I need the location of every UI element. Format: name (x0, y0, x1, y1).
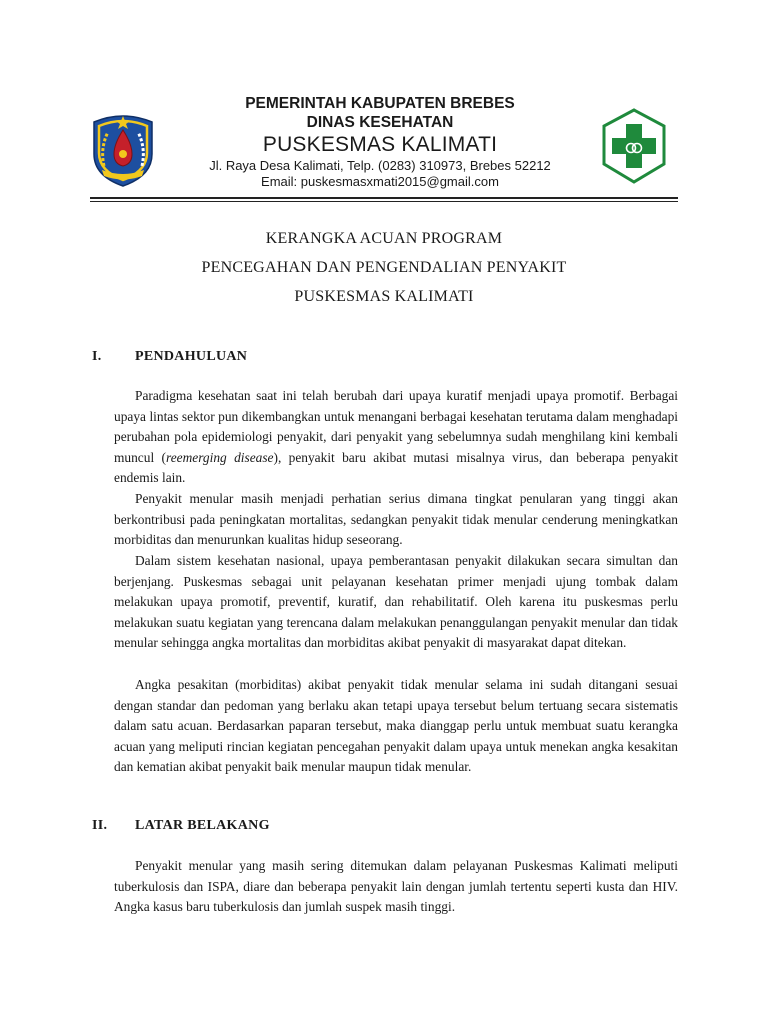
paragraph: Penyakit menular yang masih sering ditemukan dalam pelayanan Puskesmas Kalimati meliputi tuberkulosis dan ISPA, diare dan beberapa penyakit lain dengan jumlah tertentu seperti kusta dan HIV. Angka kasus baru tuberkulosis dan jumlah suspek masih tinggi. (114, 858, 678, 915)
section-heading-latar-belakang (92, 818, 270, 834)
document-title (90, 224, 678, 311)
puskesmas-name: PUSKESMAS KALIMATI (262, 133, 498, 156)
section-title: LATAR BELAKANG (135, 818, 270, 833)
letterhead-text (170, 94, 590, 190)
title-line-1: KERANGKA ACUAN PROGRAM (265, 230, 503, 247)
kabupaten-brebes-emblem-icon (90, 108, 156, 188)
address: Jl. Raya Desa Kalimati, Telp. (0283) 310973, Brebes 52212 (209, 158, 551, 173)
letterhead-rule-thick (90, 197, 678, 199)
paragraph: Angka pesakitan (morbiditas) akibat penyakit tidak menular selama ini sudah ditangani sesuai dengan standar dan pedoman yang berlaku akan tetapi upaya tersebut belum tertuang secara sistematis dalam satu acuan. Berdasarkan paparan tersebut, maka dianggap perlu untuk membuat suatu kerangka acuan yang meliputi rincian kegiatan pencegahan penyakit dalam upaya untuk menekan angka kesakitan dan kematian akibat penyakit baik menular maupun tidak menular. (114, 677, 678, 775)
section-heading-pendahuluan (92, 349, 247, 365)
italic-term: reemerging disease (165, 449, 274, 465)
paragraph: Penyakit menular masih menjadi perhatian serius dimana tingkat penularan yang tinggi akan berkontribusi pada peningkatan mortalitas, sedangkan penyakit tidak menular cenderung meningkatkan morbiditas dan menurunkan kualitas hidup seseorang. (114, 491, 678, 548)
section-number: I. (92, 349, 102, 364)
email: Email: puskesmasxmati2015@gmail.com (261, 174, 499, 189)
paragraph: Dalam sistem kesehatan nasional, upaya pemberantasan penyakit dilakukan secara simultan dan berjenjang. Puskesmas sebagai unit pelayanan kesehatan primer menjadi ujung tombak dalam melakukan upaya promotif, preventif, kuratif, dan rehabilitatif. Oleh karena itu puskesmas perlu melakukan suatu kegiatan yang terencana dalam melakukan penanggulangan penyakit menular dan tidak menular sehingga angka mortalitas dan morbiditas akibat penyakit di masyarakat dapat ditekan. (114, 553, 678, 651)
puskesmas-cross-icon (598, 106, 670, 186)
section-number: II. (92, 818, 108, 833)
title-line-2: PENCEGAHAN DAN PENGENDALIAN PENYAKIT (201, 259, 567, 276)
government-name: PEMERINTAH KABUPATEN BREBES (245, 95, 515, 112)
letterhead (0, 0, 768, 205)
section-title: PENDAHULUAN (135, 349, 248, 364)
title-line-3: PUSKESMAS KALIMATI (294, 288, 474, 305)
paragraph: Paradigma kesehatan saat ini telah berubah dari upaya kuratif menjadi upaya promotif. Berbagai upaya lintas sektor pun dikembangkan untuk menangani berbagai kesehatan terutama dalam menghadapi perubahan pola epidemiologi penyakit, dari penyakit yang sebelumnya sudah menghilang kini kembali muncul (reemerging disease), penyakit baru akibat mutasi misalnya virus, dan beberapa penyakit endemis lain. (114, 388, 678, 486)
letterhead-rule-thin (90, 201, 678, 202)
department-name: DINAS KESEHATAN (306, 114, 454, 131)
